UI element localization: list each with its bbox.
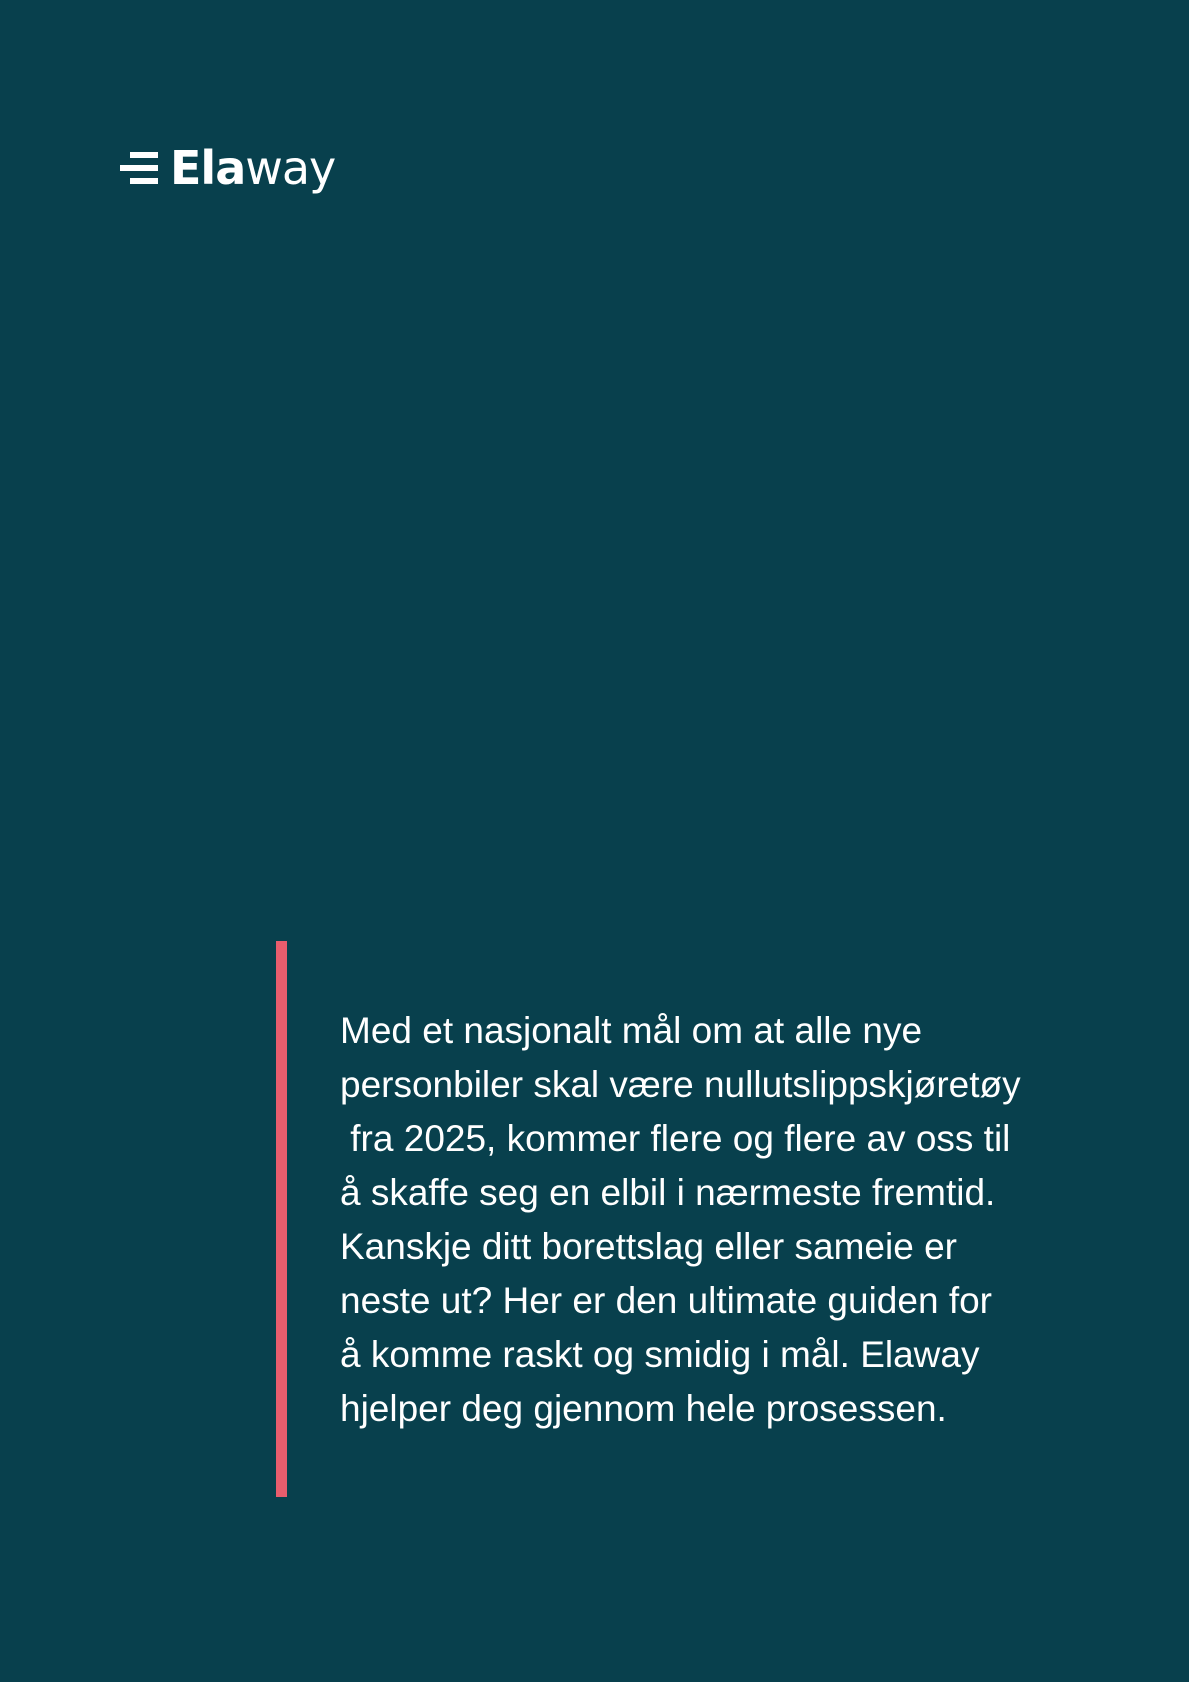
intro-line: å skaffe seg en elbil i nærmeste fremtid. (340, 1172, 996, 1213)
elaway-logo (120, 138, 335, 198)
intro-line: personbiler skal være nullutslippskjøretøy (340, 1064, 1021, 1105)
accent-bar (276, 941, 287, 1497)
intro-line: å komme raskt og smidig i mål. Elaway (340, 1334, 980, 1375)
logo-wordmark-bold: Ela (170, 141, 246, 195)
logo-wordmark (170, 141, 336, 195)
logo-wordmark-light: way (245, 141, 336, 195)
intro-line: Med et nasjonalt mål om at alle nye (340, 1010, 923, 1051)
intro-line: Kanskje ditt borettslag eller sameie er (340, 1226, 957, 1267)
elaway-stripes-icon (120, 148, 160, 188)
intro-paragraph (340, 1004, 1100, 1436)
intro-line: hjelper deg gjennom hele prosessen. (340, 1388, 947, 1429)
intro-line: neste ut? Her er den ultimate guiden for (340, 1280, 992, 1321)
intro-line: fra 2025, kommer flere og flere av oss til (340, 1118, 1011, 1159)
